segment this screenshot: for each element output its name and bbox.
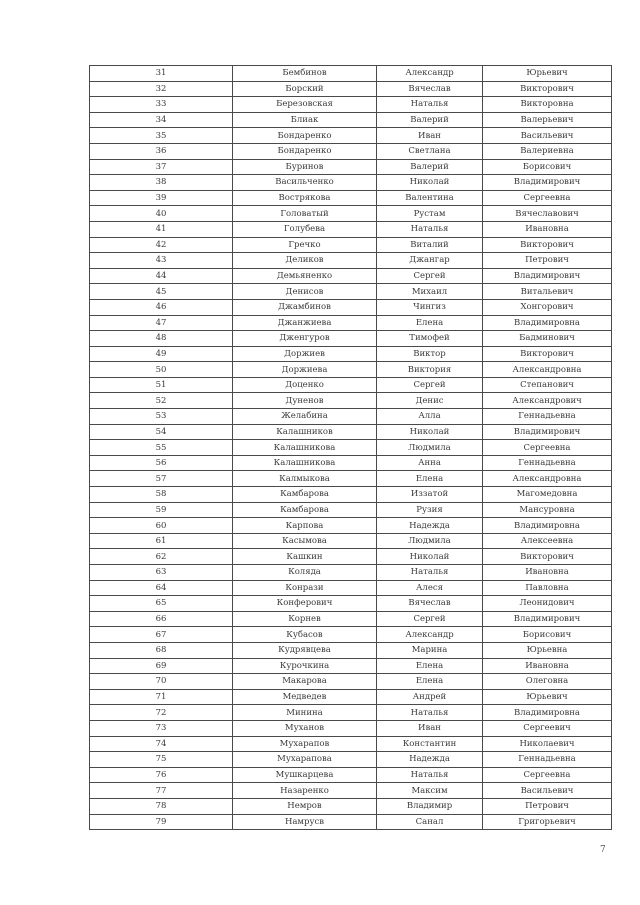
names-table-body bbox=[90, 66, 612, 830]
patronymic-cell: Борисович bbox=[483, 627, 612, 643]
surname-cell: Борский bbox=[233, 81, 377, 97]
first-name-cell: Вячеслав bbox=[377, 596, 483, 612]
surname-cell: Касымова bbox=[233, 533, 377, 549]
patronymic-cell: Владимировна bbox=[483, 705, 612, 721]
patronymic-cell: Владимирович bbox=[483, 424, 612, 440]
patronymic-cell: Владимирович bbox=[483, 268, 612, 284]
patronymic-cell: Сергеевна bbox=[483, 440, 612, 456]
table-row bbox=[90, 362, 612, 378]
table-row bbox=[90, 409, 612, 425]
surname-cell: Кудрявцева bbox=[233, 642, 377, 658]
patronymic-cell: Сергеевна bbox=[483, 767, 612, 783]
surname-cell: Калашникова bbox=[233, 440, 377, 456]
surname-cell: Корнев bbox=[233, 611, 377, 627]
first-name-cell: Константин bbox=[377, 736, 483, 752]
row-number: 49 bbox=[90, 346, 233, 362]
table-row bbox=[90, 487, 612, 503]
row-number: 51 bbox=[90, 377, 233, 393]
patronymic-cell: Александровна bbox=[483, 471, 612, 487]
surname-cell: Доржиева bbox=[233, 362, 377, 378]
table-row bbox=[90, 377, 612, 393]
table-row bbox=[90, 596, 612, 612]
surname-cell: Деликов bbox=[233, 253, 377, 269]
patronymic-cell: Юрьевна bbox=[483, 642, 612, 658]
first-name-cell: Александр bbox=[377, 627, 483, 643]
table-row bbox=[90, 518, 612, 534]
surname-cell: Мухарапов bbox=[233, 736, 377, 752]
surname-cell: Мухарапова bbox=[233, 752, 377, 768]
table-row bbox=[90, 814, 612, 830]
first-name-cell: Анна bbox=[377, 455, 483, 471]
first-name-cell: Александр bbox=[377, 66, 483, 82]
surname-cell: Кубасов bbox=[233, 627, 377, 643]
surname-cell: Березовская bbox=[233, 97, 377, 113]
row-number: 60 bbox=[90, 518, 233, 534]
table-row bbox=[90, 705, 612, 721]
patronymic-cell: Алексеевна bbox=[483, 533, 612, 549]
row-number: 70 bbox=[90, 674, 233, 690]
table-row bbox=[90, 549, 612, 565]
first-name-cell: Денис bbox=[377, 393, 483, 409]
surname-cell: Джамбинов bbox=[233, 299, 377, 315]
row-number: 39 bbox=[90, 190, 233, 206]
patronymic-cell: Григорьевич bbox=[483, 814, 612, 830]
patronymic-cell: Степанович bbox=[483, 377, 612, 393]
patronymic-cell: Павловна bbox=[483, 580, 612, 596]
patronymic-cell: Бадминович bbox=[483, 331, 612, 347]
patronymic-cell: Геннадьевна bbox=[483, 752, 612, 768]
row-number: 62 bbox=[90, 549, 233, 565]
surname-cell: Конрази bbox=[233, 580, 377, 596]
row-number: 32 bbox=[90, 81, 233, 97]
first-name-cell: Марина bbox=[377, 642, 483, 658]
table-row bbox=[90, 642, 612, 658]
patronymic-cell: Викторович bbox=[483, 81, 612, 97]
patronymic-cell: Викторович bbox=[483, 237, 612, 253]
patronymic-cell: Витальевич bbox=[483, 284, 612, 300]
row-number: 38 bbox=[90, 175, 233, 191]
patronymic-cell: Владимирович bbox=[483, 175, 612, 191]
row-number: 74 bbox=[90, 736, 233, 752]
first-name-cell: Николай bbox=[377, 549, 483, 565]
patronymic-cell: Александрович bbox=[483, 393, 612, 409]
surname-cell: Назаренко bbox=[233, 783, 377, 799]
first-name-cell: Елена bbox=[377, 471, 483, 487]
table-row bbox=[90, 112, 612, 128]
surname-cell: Кашкин bbox=[233, 549, 377, 565]
surname-cell: Коляда bbox=[233, 565, 377, 581]
row-number: 40 bbox=[90, 206, 233, 222]
surname-cell: Доржиев bbox=[233, 346, 377, 362]
table-row bbox=[90, 159, 612, 175]
table-row bbox=[90, 440, 612, 456]
surname-cell: Бондаренко bbox=[233, 143, 377, 159]
table-row bbox=[90, 97, 612, 113]
row-number: 57 bbox=[90, 471, 233, 487]
surname-cell: Денисов bbox=[233, 284, 377, 300]
row-number: 56 bbox=[90, 455, 233, 471]
table-row bbox=[90, 611, 612, 627]
first-name-cell: Николай bbox=[377, 424, 483, 440]
first-name-cell: Наталья bbox=[377, 565, 483, 581]
surname-cell: Минина bbox=[233, 705, 377, 721]
first-name-cell: Наталья bbox=[377, 767, 483, 783]
page-number: 7 bbox=[600, 845, 606, 855]
row-number: 64 bbox=[90, 580, 233, 596]
surname-cell: Доценко bbox=[233, 377, 377, 393]
surname-cell: Бембинов bbox=[233, 66, 377, 82]
row-number: 31 bbox=[90, 66, 233, 82]
surname-cell: Джанжиева bbox=[233, 315, 377, 331]
first-name-cell: Михаил bbox=[377, 284, 483, 300]
row-number: 58 bbox=[90, 487, 233, 503]
row-number: 68 bbox=[90, 642, 233, 658]
table-row bbox=[90, 221, 612, 237]
first-name-cell: Елена bbox=[377, 315, 483, 331]
row-number: 42 bbox=[90, 237, 233, 253]
table-row bbox=[90, 143, 612, 159]
patronymic-cell: Ивановна bbox=[483, 221, 612, 237]
table-row bbox=[90, 128, 612, 144]
table-row bbox=[90, 237, 612, 253]
first-name-cell: Рустам bbox=[377, 206, 483, 222]
first-name-cell: Елена bbox=[377, 674, 483, 690]
table-row bbox=[90, 455, 612, 471]
table-row bbox=[90, 331, 612, 347]
row-number: 67 bbox=[90, 627, 233, 643]
patronymic-cell: Борисович bbox=[483, 159, 612, 175]
surname-cell: Немров bbox=[233, 798, 377, 814]
row-number: 72 bbox=[90, 705, 233, 721]
first-name-cell: Максим bbox=[377, 783, 483, 799]
first-name-cell: Сергей bbox=[377, 268, 483, 284]
first-name-cell: Рузия bbox=[377, 502, 483, 518]
row-number: 48 bbox=[90, 331, 233, 347]
table-row bbox=[90, 393, 612, 409]
patronymic-cell: Викторовна bbox=[483, 97, 612, 113]
table-row bbox=[90, 674, 612, 690]
first-name-cell: Людмила bbox=[377, 440, 483, 456]
table-row bbox=[90, 284, 612, 300]
surname-cell: Калашникова bbox=[233, 455, 377, 471]
table-row bbox=[90, 658, 612, 674]
first-name-cell: Иван bbox=[377, 128, 483, 144]
surname-cell: Бондаренко bbox=[233, 128, 377, 144]
first-name-cell: Сергей bbox=[377, 611, 483, 627]
first-name-cell: Валентина bbox=[377, 190, 483, 206]
first-name-cell: Елена bbox=[377, 658, 483, 674]
surname-cell: Буринов bbox=[233, 159, 377, 175]
row-number: 55 bbox=[90, 440, 233, 456]
surname-cell: Демьяненко bbox=[233, 268, 377, 284]
first-name-cell: Николай bbox=[377, 175, 483, 191]
row-number: 35 bbox=[90, 128, 233, 144]
surname-cell: Дуненов bbox=[233, 393, 377, 409]
first-name-cell: Алеся bbox=[377, 580, 483, 596]
row-number: 71 bbox=[90, 689, 233, 705]
surname-cell: Калмыкова bbox=[233, 471, 377, 487]
first-name-cell: Валерий bbox=[377, 112, 483, 128]
row-number: 44 bbox=[90, 268, 233, 284]
row-number: 45 bbox=[90, 284, 233, 300]
table-row bbox=[90, 190, 612, 206]
patronymic-cell: Петрович bbox=[483, 253, 612, 269]
patronymic-cell: Васильевич bbox=[483, 128, 612, 144]
patronymic-cell: Олеговна bbox=[483, 674, 612, 690]
patronymic-cell: Валериевна bbox=[483, 143, 612, 159]
first-name-cell: Светлана bbox=[377, 143, 483, 159]
first-name-cell: Вячеслав bbox=[377, 81, 483, 97]
first-name-cell: Владимир bbox=[377, 798, 483, 814]
row-number: 63 bbox=[90, 565, 233, 581]
surname-cell: Медведев bbox=[233, 689, 377, 705]
surname-cell: Намрусв bbox=[233, 814, 377, 830]
row-number: 66 bbox=[90, 611, 233, 627]
row-number: 54 bbox=[90, 424, 233, 440]
patronymic-cell: Сергеевна bbox=[483, 190, 612, 206]
row-number: 52 bbox=[90, 393, 233, 409]
first-name-cell: Наталья bbox=[377, 97, 483, 113]
surname-cell: Вострякова bbox=[233, 190, 377, 206]
first-name-cell: Виктория bbox=[377, 362, 483, 378]
first-name-cell: Иззатой bbox=[377, 487, 483, 503]
table-row bbox=[90, 798, 612, 814]
first-name-cell: Джангар bbox=[377, 253, 483, 269]
table-row bbox=[90, 346, 612, 362]
table-row bbox=[90, 752, 612, 768]
patronymic-cell: Сергеевич bbox=[483, 720, 612, 736]
table-row bbox=[90, 253, 612, 269]
patronymic-cell: Ивановна bbox=[483, 565, 612, 581]
table-row bbox=[90, 502, 612, 518]
first-name-cell: Иван bbox=[377, 720, 483, 736]
table-row bbox=[90, 565, 612, 581]
table-row bbox=[90, 580, 612, 596]
first-name-cell: Людмила bbox=[377, 533, 483, 549]
table-row bbox=[90, 175, 612, 191]
patronymic-cell: Хонгорович bbox=[483, 299, 612, 315]
row-number: 78 bbox=[90, 798, 233, 814]
surname-cell: Калашников bbox=[233, 424, 377, 440]
table-row bbox=[90, 783, 612, 799]
first-name-cell: Алла bbox=[377, 409, 483, 425]
patronymic-cell: Петрович bbox=[483, 798, 612, 814]
row-number: 43 bbox=[90, 253, 233, 269]
patronymic-cell: Юрьевич bbox=[483, 66, 612, 82]
row-number: 59 bbox=[90, 502, 233, 518]
first-name-cell: Наталья bbox=[377, 221, 483, 237]
row-number: 76 bbox=[90, 767, 233, 783]
surname-cell: Макарова bbox=[233, 674, 377, 690]
table-row bbox=[90, 689, 612, 705]
surname-cell: Карпова bbox=[233, 518, 377, 534]
row-number: 34 bbox=[90, 112, 233, 128]
patronymic-cell: Александровна bbox=[483, 362, 612, 378]
surname-cell: Блиак bbox=[233, 112, 377, 128]
row-number: 69 bbox=[90, 658, 233, 674]
patronymic-cell: Магомедовна bbox=[483, 487, 612, 503]
table-row bbox=[90, 66, 612, 82]
row-number: 79 bbox=[90, 814, 233, 830]
row-number: 47 bbox=[90, 315, 233, 331]
table-row bbox=[90, 81, 612, 97]
patronymic-cell: Юрьевич bbox=[483, 689, 612, 705]
row-number: 41 bbox=[90, 221, 233, 237]
table-row bbox=[90, 471, 612, 487]
first-name-cell: Андрей bbox=[377, 689, 483, 705]
row-number: 36 bbox=[90, 143, 233, 159]
row-number: 65 bbox=[90, 596, 233, 612]
patronymic-cell: Мансуровна bbox=[483, 502, 612, 518]
surname-cell: Гречко bbox=[233, 237, 377, 253]
patronymic-cell: Геннадьевна bbox=[483, 409, 612, 425]
patronymic-cell: Геннадьевна bbox=[483, 455, 612, 471]
names-table bbox=[89, 65, 612, 830]
patronymic-cell: Васильевич bbox=[483, 783, 612, 799]
row-number: 50 bbox=[90, 362, 233, 378]
table-row bbox=[90, 736, 612, 752]
surname-cell: Дженгуров bbox=[233, 331, 377, 347]
table-row bbox=[90, 720, 612, 736]
first-name-cell: Чингиз bbox=[377, 299, 483, 315]
first-name-cell: Сергей bbox=[377, 377, 483, 393]
patronymic-cell: Викторович bbox=[483, 346, 612, 362]
row-number: 46 bbox=[90, 299, 233, 315]
table-row bbox=[90, 533, 612, 549]
surname-cell: Конферович bbox=[233, 596, 377, 612]
first-name-cell: Надежда bbox=[377, 518, 483, 534]
table-row bbox=[90, 299, 612, 315]
table-row bbox=[90, 424, 612, 440]
table-row bbox=[90, 206, 612, 222]
patronymic-cell: Николаевич bbox=[483, 736, 612, 752]
table-row bbox=[90, 315, 612, 331]
table-row bbox=[90, 767, 612, 783]
patronymic-cell: Владимирович bbox=[483, 611, 612, 627]
first-name-cell: Тимофей bbox=[377, 331, 483, 347]
surname-cell: Головатый bbox=[233, 206, 377, 222]
patronymic-cell: Валерьевич bbox=[483, 112, 612, 128]
patronymic-cell: Владимировна bbox=[483, 518, 612, 534]
surname-cell: Камбарова bbox=[233, 502, 377, 518]
surname-cell: Муханов bbox=[233, 720, 377, 736]
row-number: 37 bbox=[90, 159, 233, 175]
table-row bbox=[90, 627, 612, 643]
row-number: 75 bbox=[90, 752, 233, 768]
surname-cell: Васильченко bbox=[233, 175, 377, 191]
surname-cell: Голубева bbox=[233, 221, 377, 237]
row-number: 53 bbox=[90, 409, 233, 425]
patronymic-cell: Владимировна bbox=[483, 315, 612, 331]
first-name-cell: Виктор bbox=[377, 346, 483, 362]
first-name-cell: Санал bbox=[377, 814, 483, 830]
row-number: 33 bbox=[90, 97, 233, 113]
first-name-cell: Наталья bbox=[377, 705, 483, 721]
first-name-cell: Валерий bbox=[377, 159, 483, 175]
row-number: 73 bbox=[90, 720, 233, 736]
surname-cell: Камбарова bbox=[233, 487, 377, 503]
row-number: 77 bbox=[90, 783, 233, 799]
patronymic-cell: Вячеславович bbox=[483, 206, 612, 222]
first-name-cell: Надежда bbox=[377, 752, 483, 768]
surname-cell: Курочкина bbox=[233, 658, 377, 674]
patronymic-cell: Леонидович bbox=[483, 596, 612, 612]
row-number: 61 bbox=[90, 533, 233, 549]
table-row bbox=[90, 268, 612, 284]
surname-cell: Мушкарцева bbox=[233, 767, 377, 783]
patronymic-cell: Ивановна bbox=[483, 658, 612, 674]
patronymic-cell: Викторович bbox=[483, 549, 612, 565]
surname-cell: Желабина bbox=[233, 409, 377, 425]
first-name-cell: Виталий bbox=[377, 237, 483, 253]
